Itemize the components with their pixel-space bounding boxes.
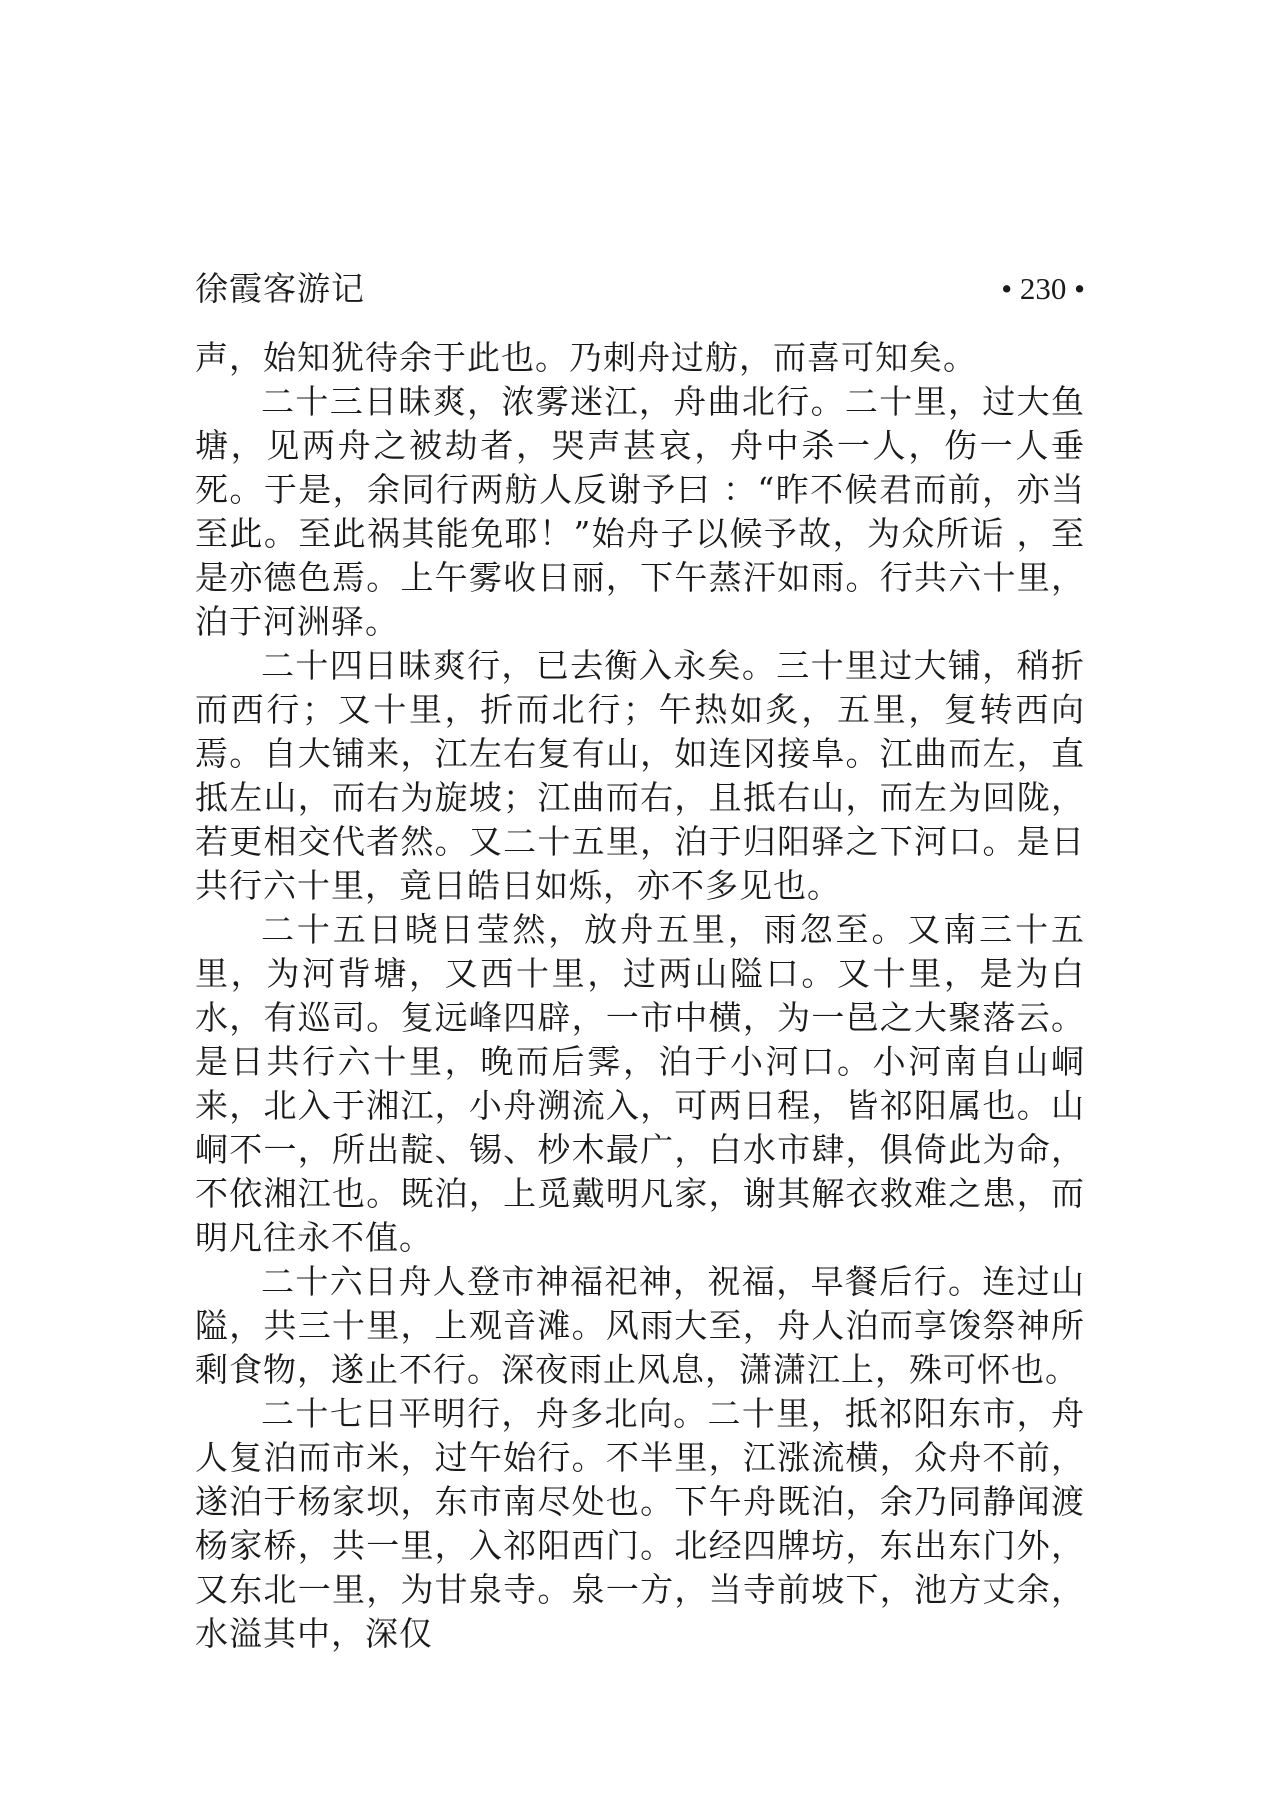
book-title: 徐霞客游记 (195, 269, 365, 308)
paragraph: 声，始知犹待余于此也。乃刺舟过舫，而喜可知矣。 (195, 338, 977, 377)
page-header (195, 266, 1085, 312)
paragraph: 二十六日舟人登市神福祀神，祝福，早餐后行。连过山隘，共三十里，上观音滩。风雨大至，舟人泊而享馂祭神所剩食物，遂止不行。深夜雨止风息，潇潇江上，殊可怀也。 (195, 1262, 1085, 1389)
page-number: • 230 • (1001, 271, 1085, 306)
body-text (195, 336, 1085, 1656)
paragraph: 二十七日平明行，舟多北向。二十里，抵祁阳东市，舟人复泊而市米，过午始行。不半里，江涨流横，众舟不前，遂泊于杨家坝，东市南尽处也。下午舟既泊，余乃同静闻渡杨家桥，共一里，入祁阳西门。北经四牌坊，东出东门外，又东北一里，为甘泉寺。泉一方，当寺前坡下，池方丈余，水溢其中，深仅 (195, 1394, 1085, 1653)
paragraph: 二十四日昧爽行，已去衡入永矣。三十里过大铺，稍折而西行；又十里，折而北行；午热如炙，五里，复转西向焉。自大铺来，江左右复有山，如连冈接阜。江曲而左，直抵左山，而右为旋坡；江曲而右，且抵右山，而左为回陇，若更相交代者然。又二十五里，泊于归阳驿之下河口。是日共行六十里，竟日皓日如烁，亦不多见也。 (195, 646, 1085, 905)
paragraph: 二十五日晓日莹然，放舟五里，雨忽至。又南三十五里，为河背塘，又西十里，过两山隘口。又十里，是为白水，有巡司。复远峰四辟，一市中横，为一邑之大聚落云。是日共行六十里，晚而后霁，泊于小河口。小河南自山峒来，北入于湘江，小舟溯流入，可两日程，皆祁阳属也。山峒不一，所出靛、锡、杪木最广，白水市肆，俱倚此为命，不依湘江也。既泊，上觅戴明凡家，谢其解衣救难之患，而明凡往永不值。 (195, 910, 1085, 1257)
paragraph: 二十三日昧爽，浓雾迷江，舟曲北行。二十里，过大鱼塘，见两舟之被劫者，哭声甚哀，舟中杀一人，伤一人垂死。于是，余同行两舫人反谢予曰 ：“昨不候君而前，亦当至此。至此祸其能免耶！”始舟子以候予故，为众所诟 ，至是亦德色焉。上午雾收日丽，下午蒸汗如雨。行共六十里，泊于河洲驿。 (195, 382, 1085, 641)
